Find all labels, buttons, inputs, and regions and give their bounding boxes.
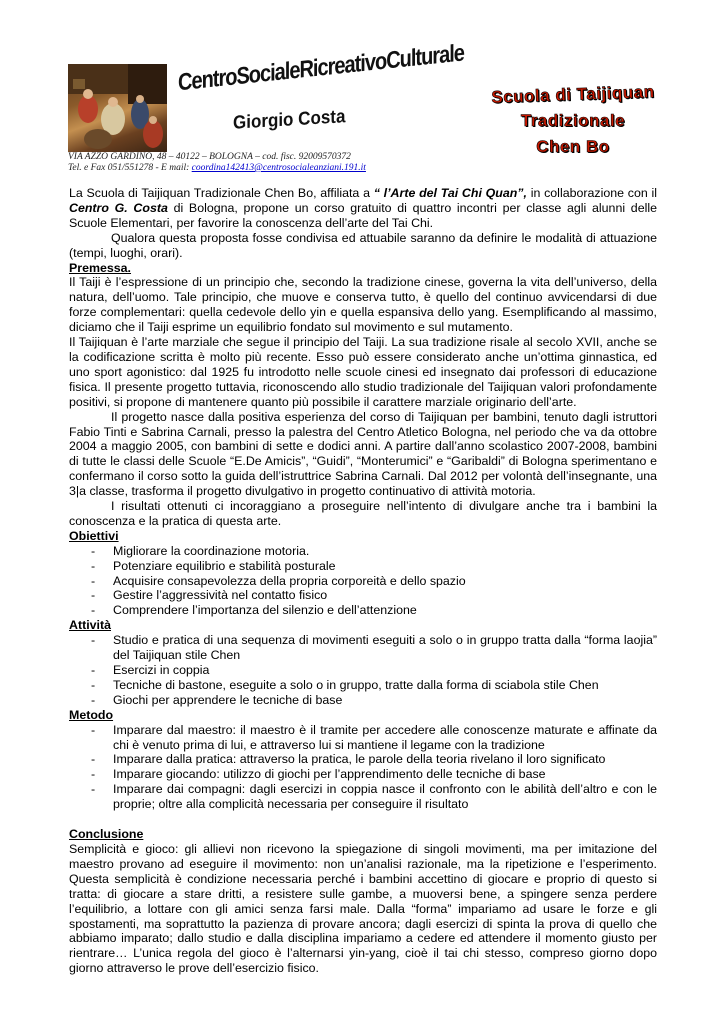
list-item: - Imparare dal maestro: il maestro è il tramite per accedere alle conoscenze maturate e affinate da chi è venuto prima di lui, e attraverso lui si mantiene il legame con la tradizione (69, 723, 657, 753)
list-item: - Imparare giocando: utilizzo di giochi per l’apprendimento delle tecniche di base (69, 767, 657, 782)
metodo-heading: Metodo (69, 707, 114, 722)
school-title-line1: Scuola di Taijiquan (491, 82, 655, 107)
list-item: - Potenziare equilibrio e stabilità posturale (69, 559, 657, 574)
obiettivi-heading: Obiettivi (69, 528, 119, 543)
list-item: - Migliorare la coordinazione motoria. (69, 544, 657, 559)
attivita-list (69, 633, 657, 708)
spacer (69, 812, 657, 827)
affiliation-name: “ l’Arte del Tai Chi Quan”, (373, 186, 527, 200)
school-title (438, 82, 708, 160)
organization-subtitle: Giorgio Costa (233, 105, 346, 134)
list-item: - Acquisire consapevolezza della propria corporeità e dello spazio (69, 574, 657, 589)
list-item: - Studio e pratica di una sequenza di movimenti eseguiti a solo o in gruppo tratta dalla “forma laojia” del Taijiquan stile Chen (69, 633, 657, 663)
list-item: - Gestire l’aggressività nel contatto fisico (69, 588, 657, 603)
list-item: - Imparare dalla pratica: attraverso la pratica, le parole della teoria rivelano il loro significato (69, 752, 657, 767)
list-item: - Tecniche di bastone, eseguite a solo o in gruppo, tratte dalla forma di sciabola stile Chen (69, 678, 657, 693)
premessa-paragraph-4: I risultati ottenuti ci incoraggiano a proseguire nell’intento di divulgare anche tra i bambini la conoscenza e la pratica di questa arte. (69, 499, 657, 528)
school-title-line3: Chen Bo (536, 137, 610, 156)
painting-image (68, 64, 167, 152)
contact-prefix: Tel. e Fax 051/551278 - E mail: (68, 163, 192, 173)
conclusione-paragraph: Semplicità e gioco: gli allievi non ricevono la spiegazione di singoli movimenti, ma per imitazione del maestro provano ad eseguire il movimento: non un’analisi razionale, ma la ripetizione e l’esperimento. Questa semplicità è condizione necessaria perché i bambini accettino di giocare e proprio di questo si tratta: di giocare a stare dritti, a resistere sulle gambe, a muoversi bene, a spingere senza perdere l’equilibrio, a lottare con gli amici senza farsi male. Dalla “forma” impariamo ad usare le forze e gli spostamenti, ma soprattutto la pazienza di provare ancora; dagli esercizi di spinta la prova di quello che abbiamo imparato; dallo studio e dalla disciplina impariamo a cedere ed attendere il momento giusto per rientrare… L’unica regola del gioco è l’alternarsi yin-yang, cioè il tai chi stesso, compreso giorno dopo giorno attraverso le prove dell’esercizio fisico. (69, 841, 657, 976)
intro-paragraph-2: Qualora questa proposta fosse condivisa ed attuabile saranno da definire le modalità di attuazione (tempi, luoghi, orari). (69, 230, 657, 260)
metodo-list (69, 723, 657, 812)
letterhead (68, 39, 668, 182)
intro-paragraph (69, 186, 657, 231)
organization-name: CentroSocialeRicreativoCulturale (178, 39, 464, 97)
list-item: - Comprendere l’importanza del silenzio e dell’attenzione (69, 603, 657, 618)
document-body (69, 186, 657, 976)
premessa-paragraph-3: Il progetto nasce dalla positiva esperienza del corso di Taijiquan per bambini, tenuto dagli istruttori Fabio Tinti e Sabrina Carnali, presso la palestra del Centro Atletico Bologna, nel periodo che va da ottobre 2004 a maggio 2005, con bambini di sette e dodici anni. A partire dall’anno scolastico 2007-2008, bambini di tutte le classi delle Scuole “E.De Amicis”, “Guidi”, “Monterumici” e “Garibaldi” di Bologna sperimentano e confermano il corso sotto la guida dell’istruttrice Sabrina Carnali. Dal 2012 per volontà dell’insegnante, una 3|a classe, trasforma il progetto divulgativo in progetto continuativo di attività motoria. (69, 409, 657, 499)
centro-name: Centro G. Costa (69, 200, 168, 215)
address-block (68, 152, 366, 174)
premessa-heading: Premessa. (69, 260, 132, 275)
list-item: - Giochi per apprendere le tecniche di base (69, 693, 657, 708)
intro-text-a: La Scuola di Taijiquan Tradizionale Chen Bo, affiliata a (69, 186, 374, 200)
school-title-line2: Tradizionale (520, 111, 626, 130)
attivita-heading: Attività (69, 618, 111, 633)
intro-text-c: in collaborazione con il (526, 186, 657, 200)
contact-line (68, 163, 366, 174)
address-line: VIA AZZO GARDINO, 48 – 40122 – BOLOGNA – cod. fisc. 92009570372 (68, 152, 351, 162)
premessa-paragraph-1: Il Taiji è l’espressione di un principio che, secondo la tradizione cinese, governa la vita dell’universo, della natura, dell’uomo. Tale principio, che muove e conserva tutto, è quello del continuo avvicendarsi di due forze complementari: quella cedevole dello yin e quella espansiva dello yang. Esemplificando al massimo, diciamo che il Taiji esprime un equilibrio fondato sul movimento e sul mutamento. (69, 275, 657, 335)
email-link[interactable]: coordina142413@centrosocialeanziani.191.it (191, 163, 366, 173)
conclusione-heading: Conclusione (69, 827, 144, 842)
list-item: - Esercizi in coppia (69, 663, 657, 678)
list-item: - Imparare dai compagni: dagli esercizi in coppia nasce il confronto con le abilità dell’altro e con le proprie; oltre alla complicità necessaria per conseguire il risultato (69, 782, 657, 812)
premessa-paragraph-2: Il Taijiquan è l’arte marziale che segue il principio del Taiji. La sua tradizione risale al secolo XVII, anche se la codificazione scritta è molto più recente. Esso può essere considerato anche un’ottima ginnastica, ed uno sport agonistico: dal 1925 fu introdotto nelle scuole cinesi ed insegnato dai professori di educazione fisica. Il presente progetto tuttavia, riconoscendo allo studio tradizionale del Taijiquan valori profondamente positivi, si propone di mantenere quanto più possibile il carattere marziale originario dell’arte. (69, 335, 657, 409)
obiettivi-list (69, 544, 657, 619)
intro-text-e: di Bologna, propone un corso gratuito di quattro incontri per classe agli alunni delle Scuole Elementari, per favorire la conoscenza dell’arte del Tai Chi. (69, 200, 657, 230)
